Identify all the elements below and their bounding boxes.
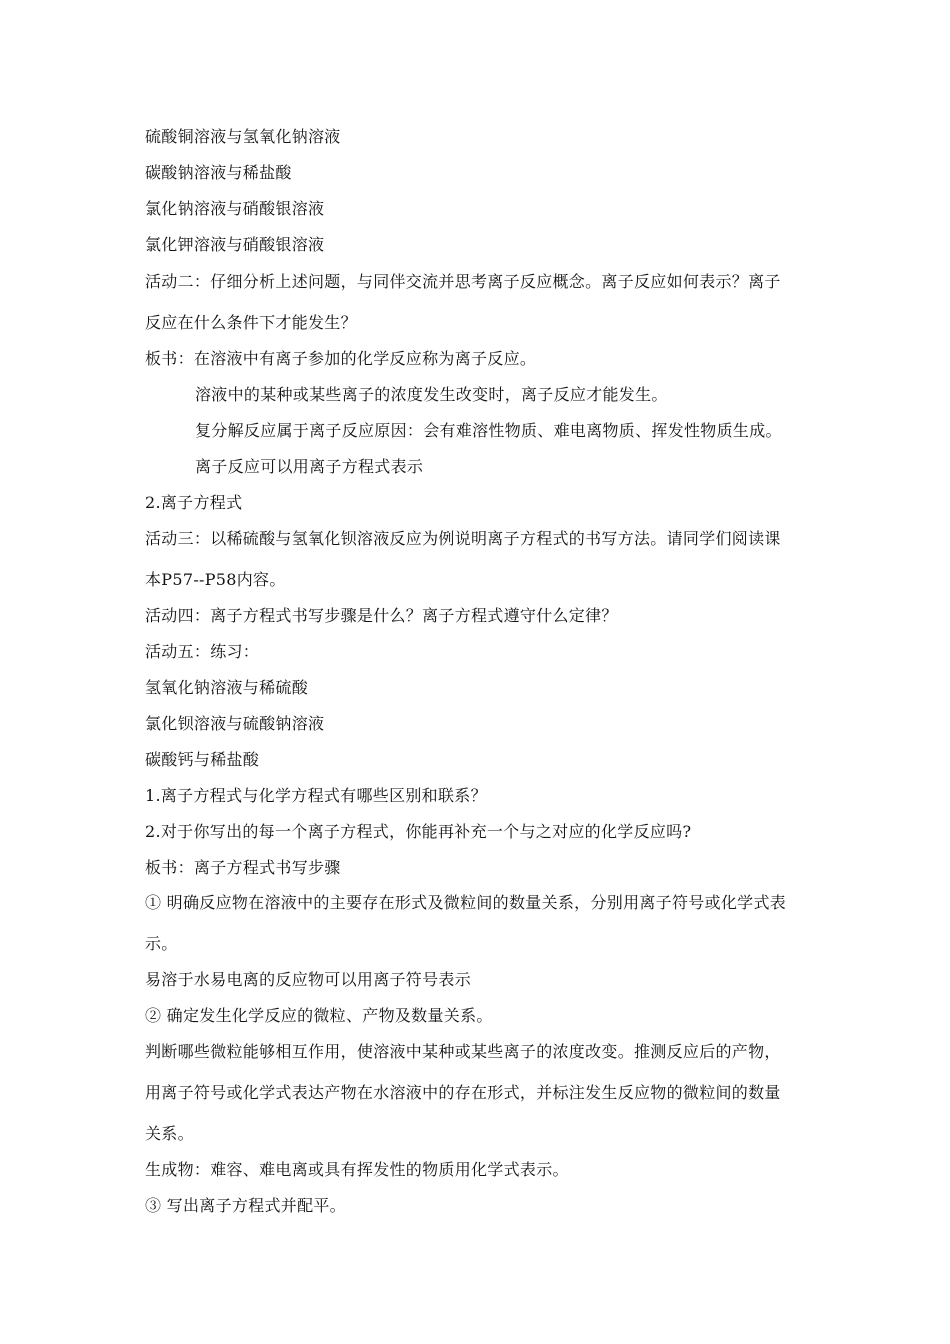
text-line: 反应在什么条件下才能发生？ xyxy=(145,313,357,332)
text-line: 溶液中的某种或某些离子的浓度发生改变时，离子反应才能发生。 xyxy=(195,385,668,404)
text-line: 2.离子方程式 xyxy=(145,493,243,512)
text-line: 氯化钡溶液与硫酸钠溶液 xyxy=(145,714,325,733)
text-line: 本P57--P58内容。 xyxy=(145,570,286,589)
text-line: ② 确定发生化学反应的微粒、产物及数量关系。 xyxy=(145,1006,493,1025)
text-line: 碳酸钠溶液与稀盐酸 xyxy=(145,163,292,182)
text-line: 活动二：仔细分析上述问题，与同伴交流并思考离子反应概念。离子反应如何表示？离子 xyxy=(145,272,781,291)
text-line: 判断哪些微粒能够相互作用，使溶液中某种或某些离子的浓度改变。推测反应后的产物， xyxy=(145,1042,781,1061)
text-line: 离子反应可以用离子方程式表示 xyxy=(195,457,424,476)
text-line: 活动五：练习： xyxy=(145,642,260,661)
text-line: 1.离子方程式与化学方程式有哪些区别和联系？ xyxy=(145,786,487,805)
text-line: 活动三：以稀硫酸与氢氧化钡溶液反应为例说明离子方程式的书写方法。请同学们阅读课 xyxy=(145,529,781,548)
text-line: 氢氧化钠溶液与稀硫酸 xyxy=(145,678,309,697)
text-line: 用离子符号或化学式表达产物在水溶液中的存在形式，并标注发生反应物的微粒间的数量 xyxy=(145,1083,781,1102)
text-line: 2.对于你写出的每一个离子方程式，你能再补充一个与之对应的化学反应吗? xyxy=(145,822,692,841)
text-line: 碳酸钙与稀盐酸 xyxy=(145,750,260,769)
text-line: 硫酸铜溶液与氢氧化钠溶液 xyxy=(145,127,341,146)
text-line: 活动四：离子方程式书写步骤是什么？离子方程式遵守什么定律？ xyxy=(145,606,618,625)
text-line: 关系。 xyxy=(145,1124,194,1143)
text-line: 复分解反应属于离子反应原因：会有难溶性物质、难电离物质、挥发性物质生成。 xyxy=(195,421,782,440)
text-line: 氯化钠溶液与硝酸银溶液 xyxy=(145,199,325,218)
text-line: 板书：在溶液中有离子参加的化学反应称为离子反应。 xyxy=(145,349,537,368)
text-line: ③ 写出离子方程式并配平。 xyxy=(145,1196,346,1215)
text-line: ① 明确反应物在溶液中的主要存在形式及微粒间的数量关系，分别用离子符号或化学式表 xyxy=(145,893,787,912)
text-line: 示。 xyxy=(145,934,178,953)
text-line: 氯化钾溶液与硝酸银溶液 xyxy=(145,235,325,254)
text-line: 易溶于水易电离的反应物可以用离子符号表示 xyxy=(145,970,472,989)
text-line: 生成物：难容、难电离或具有挥发性的物质用化学式表示。 xyxy=(145,1160,569,1179)
text-line: 板书：离子方程式书写步骤 xyxy=(145,858,341,877)
